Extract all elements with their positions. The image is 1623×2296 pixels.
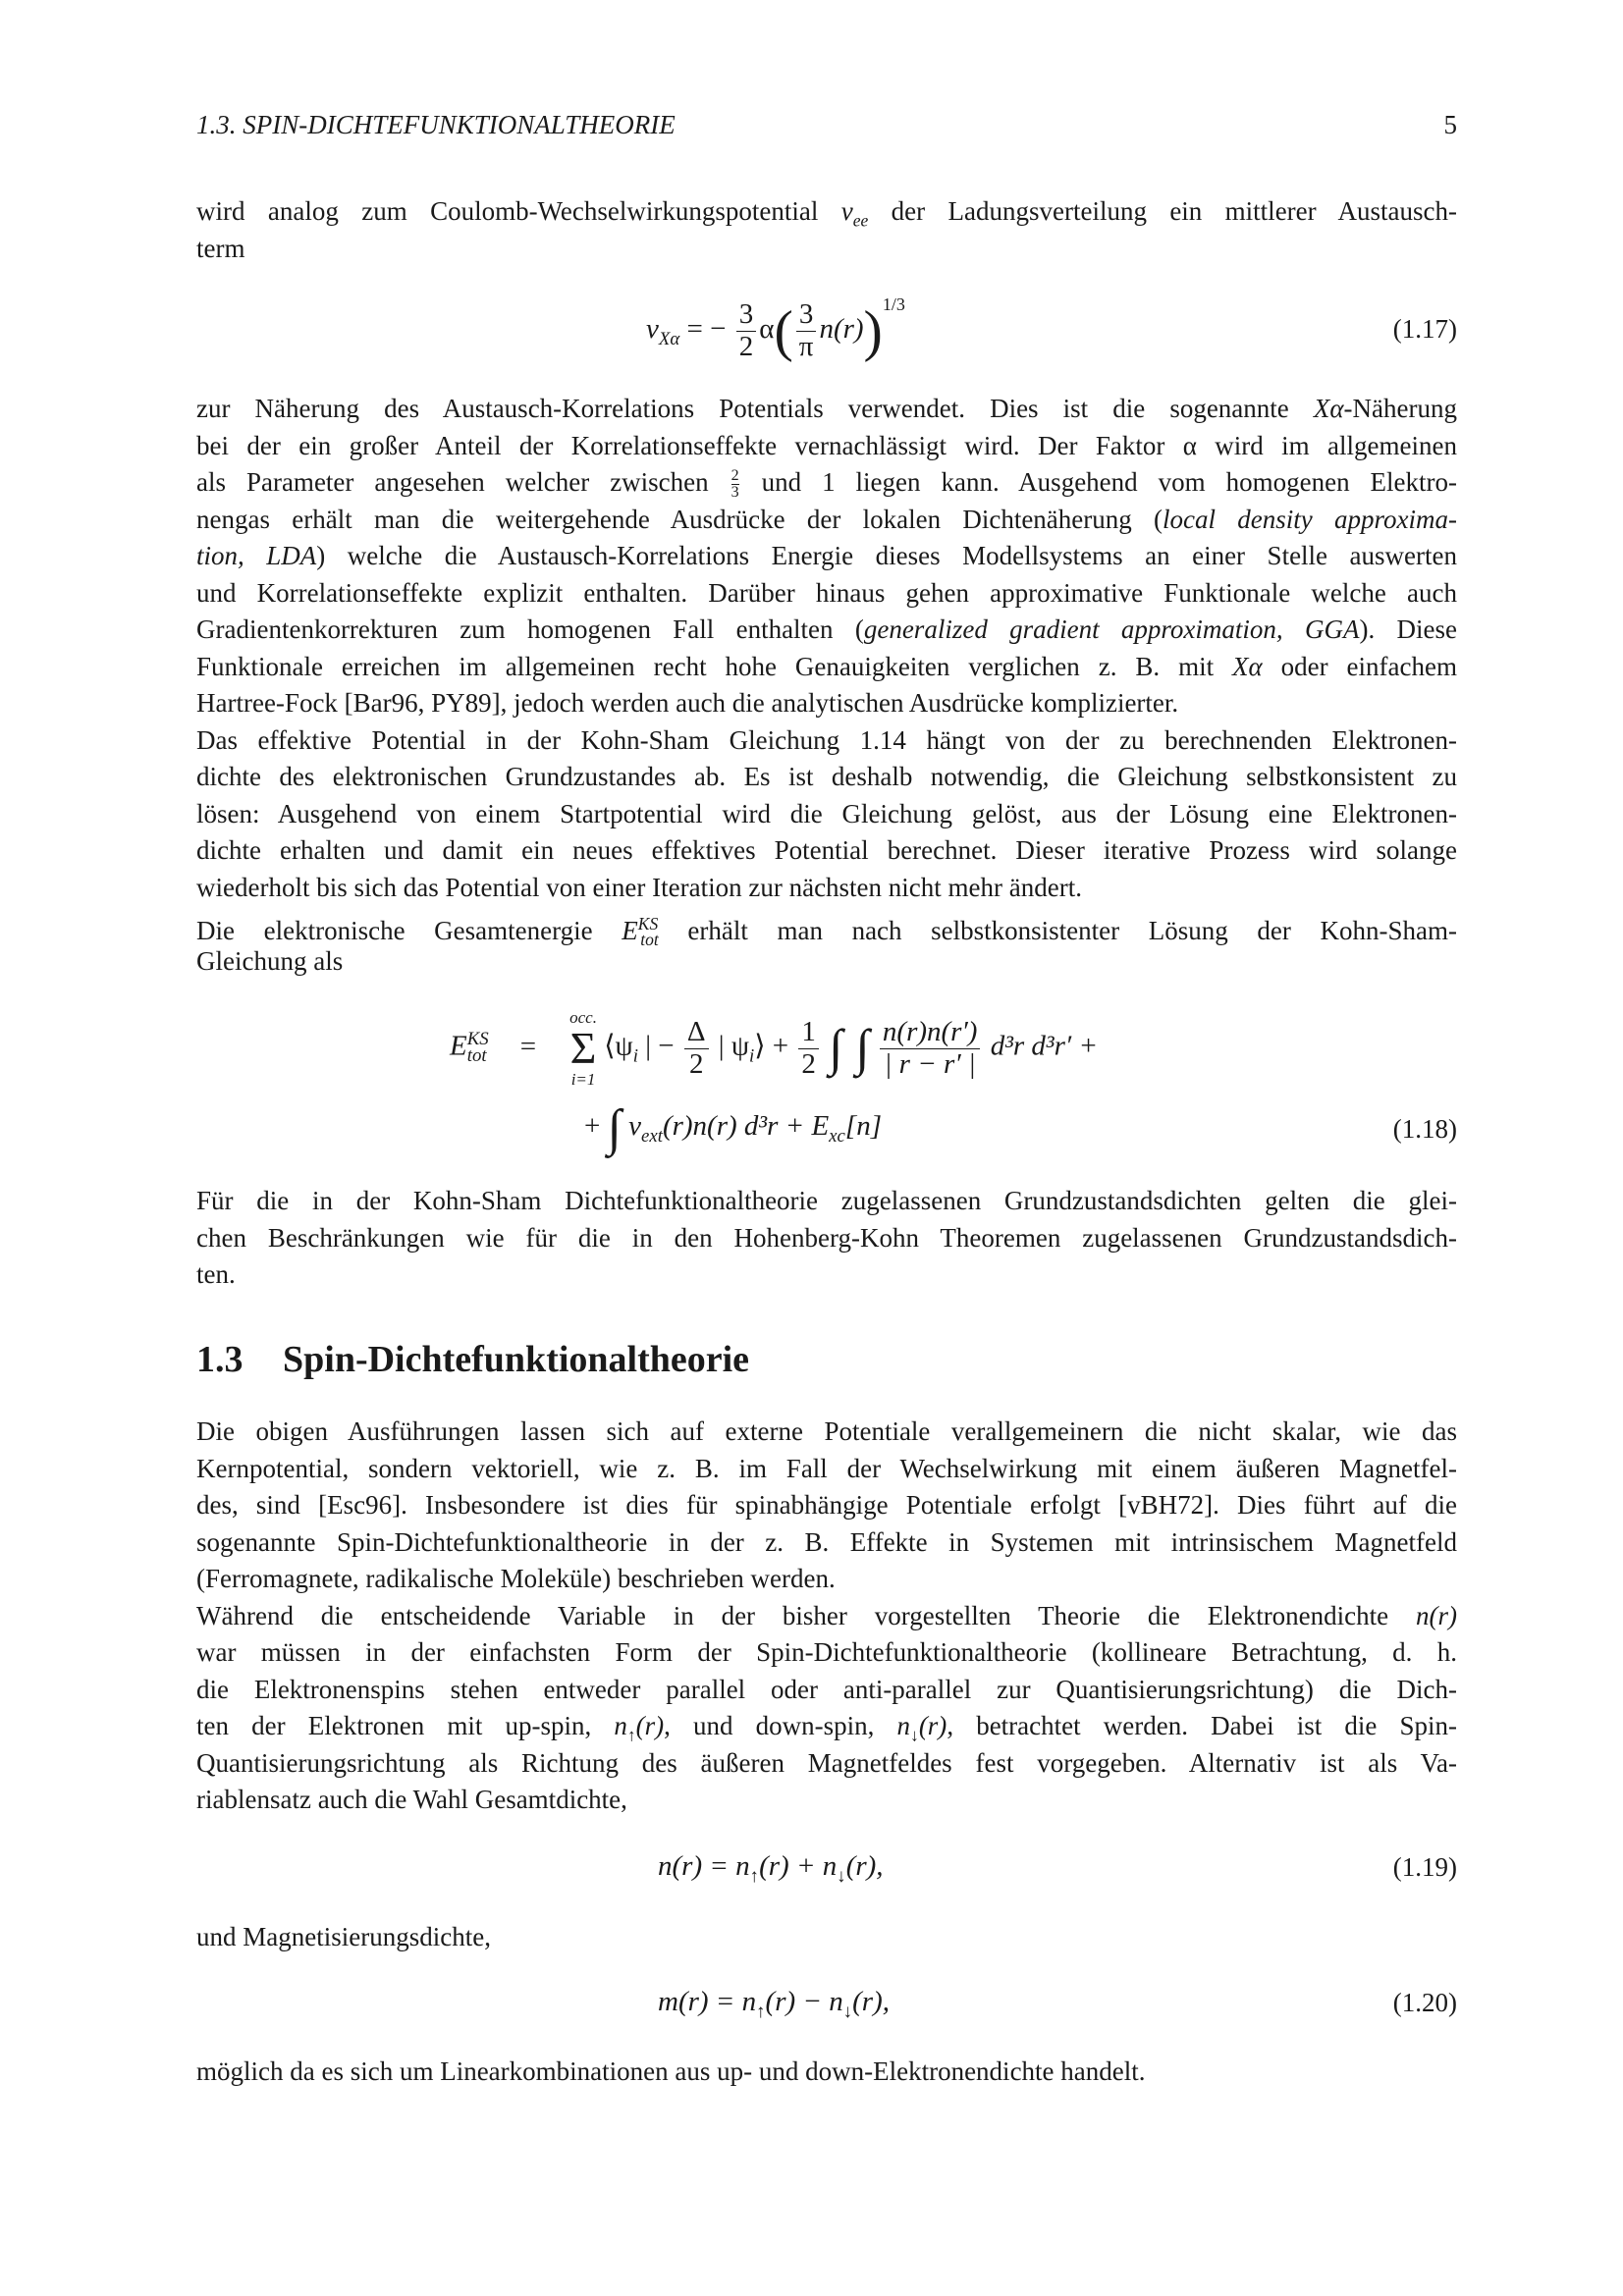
paragraph-conclusion [196,2054,1457,2091]
paragraph-intro [196,193,1457,267]
text-line: dichte des elektronischen Grundzustandes ab. Es ist deshalb notwendig, die Gleichung selbstkonsistent zu [196,762,1457,791]
text-line: möglich da es sich um Linearkombinationen aus up- und down-Elektronendichte handelt. [196,2056,1146,2086]
equation-1-17 [196,294,1457,373]
text-line: nengas erhält man die weitergehende Ausdrücke der lokalen Dichtenäherung (local density approxima- [196,504,1457,534]
running-title: 1.3. SPIN-DICHTEFUNKTIONALTHEORIE [196,110,676,139]
text-line: als Parameter angesehen welcher zwischen $\frac{2}{3}$ und 1 liegen kann. Ausgehend vom homogenen Elektro- [196,467,1457,502]
section-title: Spin-Dichtefunktionaltheorie [283,1339,750,1380]
equation-line-1: $E^{KS}_{tot}$ = occ. Σ i=1 $⟨\psi_i$ | − $\frac{\Delta}{2}$ | $\psi_i⟩$ + $\frac{1}{2}$ ∫ ∫ $\frac{n(r)n(r')}{| r - r' |}$ d³r d³r′ + [450,1008,1099,1089]
equation-body: $v_{X\alpha}$ = − $\frac{3}{2}$ α( $\frac{3}{\pi}$ n(r))$^{1/3}$ [646,294,905,363]
text-line: des, sind [Esc96]. Insbesondere ist dies für spinabhängige Potentiale erfolgt [vBH72]. Dies führt auf die [196,1490,1457,1520]
equation-1-18 [196,1001,1457,1168]
text-line: bei der ein großer Anteil der Korrelationseffekte vernachlässigt wird. Der Faktor α wird im allgemeinen [196,430,1457,460]
paragraph-magnetization [196,1919,1457,1956]
text-line: Gradientenkorrekturen zum homogenen Fall enthalten (generalized gradient approximation, GGA). Diese [196,614,1457,644]
paragraph-restrictions [196,1183,1457,1294]
equation-number: (1.20) [1392,1988,1457,2017]
equation-1-19 [196,1850,1457,1890]
paragraph-xalpha [196,391,1457,980]
running-header [196,110,1457,149]
equation-number: (1.17) [1392,314,1457,344]
text-line: zur Näherung des Austausch-Korrelations Potentials verwendet. Dies ist die sogenannte Xα-Näherung [196,394,1457,423]
text-line: term [196,233,245,263]
text-line: tion, LDA) welche die Austausch-Korrelations Energie dieses Modellsystems an einer Stelle auswerten [196,541,1457,570]
text-line: Quantisierungsrichtung als Richtung des äußeren Magnetfeldes fest vorgegeben. Alternativ ist als Va- [196,1747,1457,1778]
text-line: Die obigen Ausführungen lassen sich auf externe Potentiale verallgemeinern die nicht skalar, wie das [196,1416,1457,1446]
text-line: ten. [196,1259,236,1289]
text-line: war müssen in der einfachsten Form der Spin-Dichtefunktionaltheorie (kollineare Betrachtung, d. h. [196,1637,1457,1667]
text-line: Gleichung als [196,945,344,976]
text-line: lösen: Ausgehend von einem Startpotential wird die Gleichung gelöst, aus der Lösung eine Elektronen- [196,798,1457,828]
text-line: ten der Elektronen mit up-spin, $n_↑(r)$, und down-spin, $n_↓(r)$, betrachtet werden. Dabei ist die Spin- [196,1711,1457,1745]
page-number: 5 [1443,110,1457,139]
text-line: Für die in der Kohn-Sham Dichtefunktionaltheorie zugelassenen Grundzustandsdichten gelten die glei- [196,1186,1457,1215]
text-line: die Elektronenspins stehen entweder parallel oder anti-parallel zur Quantisierungsrichtung) die Dich- [196,1674,1457,1704]
equation-number: (1.19) [1392,1852,1457,1882]
text-line: und Korrelationseffekte explizit enthalten. Darüber hinaus gehen approximative Funktionale welche auch [196,577,1457,608]
text-line: und Magnetisierungsdichte, [196,1922,491,1951]
text-line: (Ferromagnete, radikalische Moleküle) beschrieben werden. [196,1564,836,1593]
equation-1-20 [196,1986,1457,2025]
equation-body: $m(r) = n_↑(r) - n_↓(r)$, [658,1986,890,2022]
section-heading [196,1338,749,1381]
equation-number: (1.18) [1392,1114,1457,1144]
text-line: wird analog zum Coulomb-Wechselwirkungspotential $v_{ee}$ der Ladungsverteilung ein mittlerer Austausch- [196,196,1457,231]
text-line: chen Beschränkungen wie für die in den Hohenberg-Kohn Theoremen zugelassenen Grundzustandsdich- [196,1222,1457,1253]
text-line: Die elektronische Gesamtenergie $E^{KS}_{tot}$ erhält man nach selbstkonsistenter Lösung der Kohn-Sham- [196,914,1457,950]
text-line: dichte erhalten und damit ein neues effektives Potential berechnet. Dieser iterative Prozess wird solange [196,835,1457,865]
text-line: Während die entscheidende Variable in der bisher vorgestellten Theorie die Elektronendichte n(r) [196,1600,1457,1630]
text-line: wiederholt bis sich das Potential von einer Iteration zur nächsten nicht mehr ändert. [196,872,1082,902]
text-line: Kernpotential, sondern vektoriell, wie z. B. im Fall der Wechselwirkung mit einem äußeren Magnetfel- [196,1453,1457,1483]
text-line: riablensatz auch die Wahl Gesamtdichte, [196,1785,627,1814]
text-line: sogenannte Spin-Dichtefunktionaltheorie in der z. B. Effekte in Systemen mit intrinsischem Magnetfeld [196,1526,1457,1557]
equation-body: $n(r) = n_↑(r) + n_↓(r)$, [658,1850,884,1887]
paragraph-spin-dft [196,1414,1457,1819]
equation-line-2: + ∫ $v_{ext}(r)n(r) d^3r + E_{xc}[n]$ [584,1100,882,1156]
text-line: Hartree-Fock [Bar96, PY89], jedoch werden auch die analytischen Ausdrücke komplizierter. [196,688,1179,718]
section-number: 1.3 [196,1339,243,1380]
text-line: Das effektive Potential in der Kohn-Sham Gleichung 1.14 hängt von der zu berechnenden Elektronen- [196,724,1457,755]
text-line: Funktionale erreichen im allgemeinen recht hohe Genauigkeiten verglichen z. B. mit Xα oder einfachem [196,651,1457,681]
